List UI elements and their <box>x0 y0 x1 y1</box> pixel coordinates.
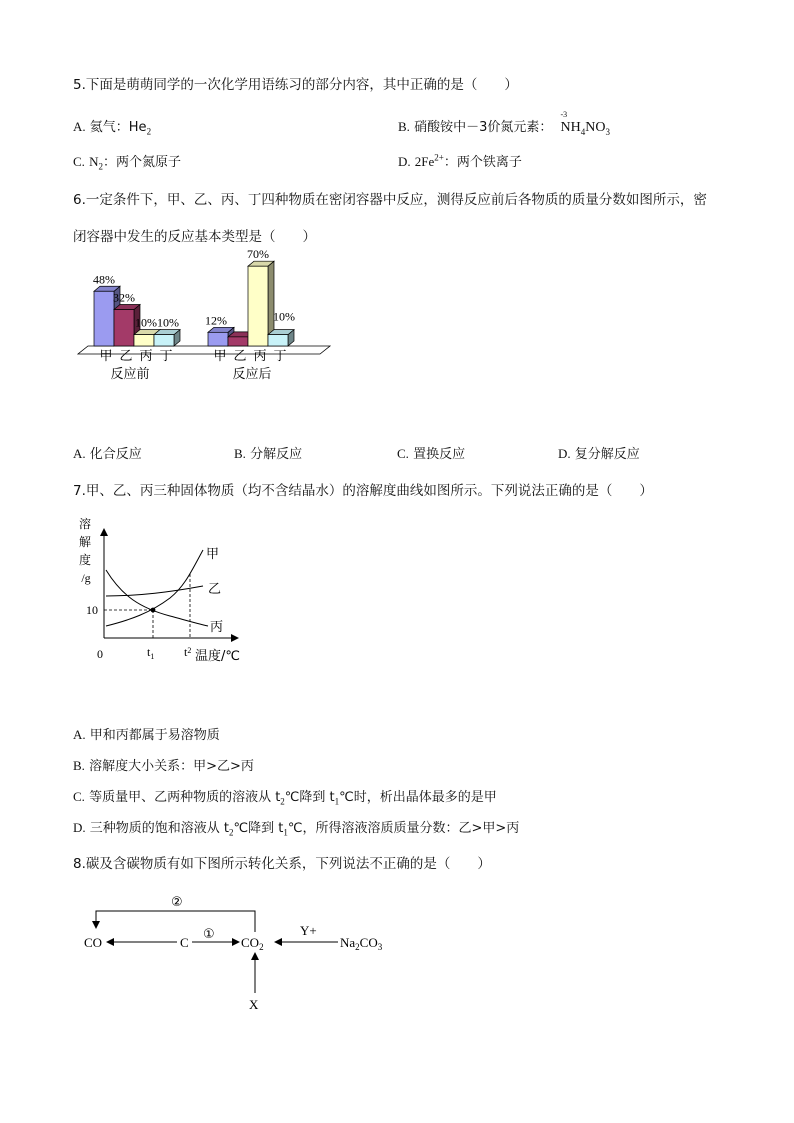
q7-option-a: A. 甲和丙都属于易溶物质 <box>73 727 220 743</box>
label-jia: 甲 <box>206 547 220 562</box>
q6-option-c: C. 置换反应 <box>397 446 466 462</box>
bar-0-0 <box>94 291 114 346</box>
chart-floor <box>78 346 330 354</box>
bar-label-1-2: 70% <box>247 250 269 262</box>
q5-option-d: D. $2Fe^{2+}$：两个铁离子 <box>398 152 522 170</box>
node-x: X <box>249 997 259 1012</box>
origin-label: 0 <box>97 647 103 661</box>
category-label-0-2: 丙 <box>139 349 153 364</box>
category-label-0-1: 乙 <box>119 349 133 364</box>
q6-stem-line2: 闭容器中发生的反应基本类型是（ ） <box>73 229 316 245</box>
category-label-1-2: 丙 <box>253 349 267 364</box>
category-label-1-0: 甲 <box>213 349 227 364</box>
node-na2co3: $Na_2CO_3$ <box>340 935 383 952</box>
q5-option-b: B. 硝酸铵中－3价氮元素： -3 $NH_4NO_3$ <box>398 110 610 137</box>
label-circle-2: ② <box>171 895 183 910</box>
q6-option-b: B. 分解反应 <box>234 446 303 462</box>
x-tick-t1: $t_1$ <box>147 645 155 661</box>
q6-option-a: A. 化合反应 <box>73 446 142 462</box>
q5-stem: 5.下面是萌萌同学的一次化学用语练习的部分内容，其中正确的是（ ） <box>73 77 518 93</box>
ylabel-char-2: 解 <box>78 535 92 549</box>
category-label-0-3: 丁 <box>159 349 173 364</box>
category-label-0-0: 甲 <box>99 349 113 364</box>
bar-1-2 <box>248 266 268 346</box>
bar-label-0-1: 32% <box>113 290 135 305</box>
curve-yi <box>106 586 203 596</box>
label-circle-1: ① <box>203 927 215 942</box>
q5-option-c: C. $N_2$：两个氮原子 <box>73 154 181 172</box>
bar-0-3 <box>154 335 174 346</box>
q7-option-b: B. 溶解度大小关系：甲>乙>丙 <box>73 758 254 774</box>
x-tick-t2: $t^2$ <box>184 645 192 659</box>
label-y-plus: Y+ <box>300 923 317 938</box>
group-label-after: 反应后 <box>232 367 272 382</box>
q7-option-d: D. 三种物质的饱和溶液从 $t_2℃$降到 $t_1℃$，所得溶液溶质质量分数：乙>甲>丙 <box>73 820 520 838</box>
q8-stem: 8.碳及含碳物质有如下图所示转化关系，下列说法不正确的是（ ） <box>73 856 491 872</box>
x-axis-label: 温度/℃ <box>195 649 240 664</box>
q6-stem-line1: 6.一定条件下，甲、乙、丙、丁四种物质在密闭容器中反应，测得反应前后各物质的质量分数如图所示，密 <box>73 192 707 208</box>
group-label-before: 反应前 <box>110 367 150 382</box>
q5-option-a: A. 氦气：$He_2$ <box>73 119 152 137</box>
ammonium-nitrate-formula: -3 $NH_4NO_3$ <box>560 110 610 137</box>
category-label-1-3: 丁 <box>273 349 287 364</box>
q7-option-c: C. 等质量甲、乙两种物质的溶液从 $t_2℃$降到 $t_1℃$时，析出晶体最多的是甲 <box>73 789 497 807</box>
node-co2: $CO_2$ <box>241 935 264 952</box>
category-label-1-1: 乙 <box>233 349 247 364</box>
carbon-conversion-diagram <box>75 885 405 1020</box>
bar-1-1 <box>228 337 248 346</box>
bar-0-2 <box>134 335 154 346</box>
bar-1-3 <box>268 335 288 346</box>
arrow-2 <box>96 911 255 932</box>
bar-1-0 <box>208 332 228 346</box>
curve-bing <box>106 570 208 626</box>
bar-label-0-2: 10% <box>135 315 157 330</box>
node-co: CO <box>84 935 103 950</box>
bar-chart <box>60 250 340 390</box>
ylabel-char-1: 溶 <box>78 517 92 531</box>
ylabel-char-4: /g <box>81 571 91 585</box>
bar-label-1-3: 10% <box>273 309 295 324</box>
q6-option-d: D. 复分解反应 <box>558 446 640 462</box>
bar-label-0-0: 48% <box>93 272 115 287</box>
q7-stem: 7.甲、乙、丙三种固体物质（均不含结晶水）的溶解度曲线如图所示。下列说法正确的是（ ） <box>73 483 653 499</box>
solubility-graph <box>70 510 260 675</box>
curve-jia <box>106 550 203 626</box>
bar-label-1-0: 12% <box>205 313 227 328</box>
y-tick-10: 10 <box>86 603 98 617</box>
bar-label-0-3: 10% <box>157 315 179 330</box>
label-yi: 乙 <box>208 582 222 597</box>
node-c: C <box>180 935 189 950</box>
ylabel-char-3: 度 <box>78 553 92 567</box>
intersection-point <box>151 608 156 613</box>
label-bing: 丙 <box>210 620 224 635</box>
bar-0-1 <box>114 310 134 346</box>
